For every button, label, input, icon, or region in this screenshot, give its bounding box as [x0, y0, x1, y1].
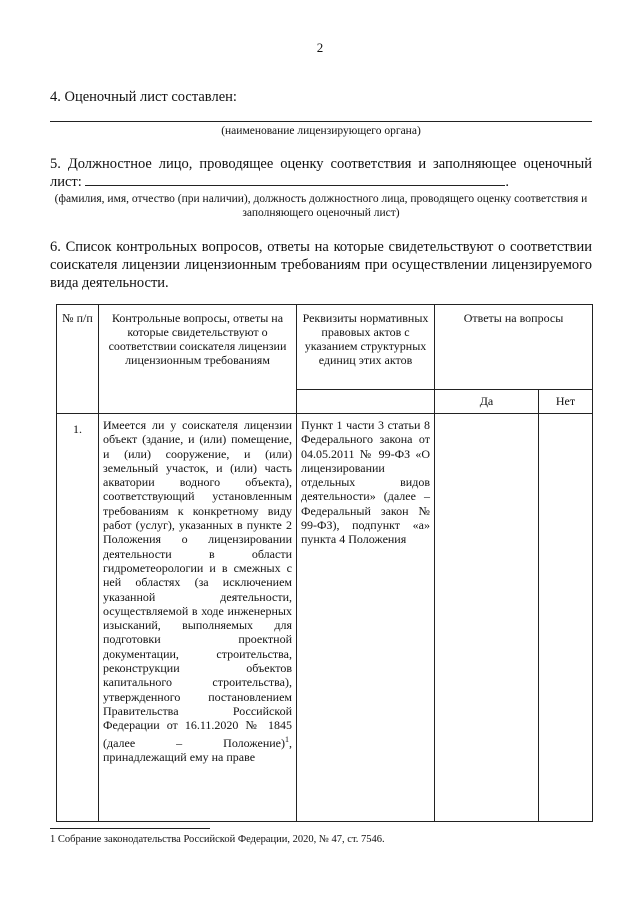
section-5-label	[50, 155, 592, 191]
footnote: 1 Собрание законодательства Российской Федерации, 2020, № 47, ст. 7546.	[50, 834, 385, 845]
header-requisites: Реквизиты нормативных правовых актов с указанием структурных единиц этих актов	[297, 305, 435, 390]
official-name-line	[85, 173, 505, 186]
row-question-text: Имеется ли у соискателя лицензии объект (здание, и (или) помещение, и (или) сооружение, и (или) земельный участок, и (или) часть акватории водного объекта), соответствующий установленным требованиям к конкретному виду работ (услуг), указанных в пункте 2 Положения о лицензировании деятельности в области гидрометеорологии и в смежных с ней областях (за исключением указанной деятельности, осуществляемой в ходе инженерных изысканий, выполняемых для подготовки проектной документации, строительства, реконструкции объектов капитального строительства), утвержденного постановлением Правительства Российской Федерации от 16.11.2020 № 1845 (далее – Положение)	[103, 418, 292, 750]
section-4-label: 4. Оценочный лист составлен:	[50, 89, 237, 105]
row-answer-yes[interactable]	[435, 414, 539, 822]
section-6-text: 6. Список контрольных вопросов, ответы на которые свидетельствуют о соответствии соискателя лицензии лицензионным требованиям при осуществлении лицензируемого вида деятельности.	[50, 239, 592, 291]
footnote-ref: 1	[285, 734, 289, 744]
official-name-caption: (фамилия, имя, отчество (при наличии), должность должностного лица, проводящего оценку соответствия и заполняющего оценочный лист)	[54, 193, 588, 219]
licensing-authority-line	[50, 121, 592, 122]
row-answer-no[interactable]	[539, 414, 593, 822]
row-requisite: Пункт 1 части 3 статьи 8 Федерального закона от 04.05.2011 № 99-ФЗ «О лицензировании отдельных видов деятельности» (далее – Федеральный закон № 99-ФЗ), подпункт «а» пункта 4 Положения	[297, 414, 435, 822]
header-num: № п/п	[57, 305, 99, 414]
licensing-authority-caption: (наименование лицензирующего органа)	[221, 125, 421, 137]
section-5-end: .	[505, 174, 510, 190]
page-number: 2	[316, 40, 324, 55]
row-question-tail: , принадлежащий ему на праве	[103, 735, 292, 764]
header-requisites-blank	[297, 390, 435, 414]
section-5-text: 5. Должностное лицо, проводящее оценку соответствия и заполняющее оценочный лист:	[50, 156, 592, 190]
footnote-separator	[50, 828, 210, 829]
header-answers: Ответы на вопросы	[435, 305, 593, 390]
control-questions-table	[56, 304, 593, 822]
header-questions: Контрольные вопросы, ответы на которые свидетельствуют о соответствии соискателя лицензии лицензионным требованиям	[99, 305, 297, 414]
table-row	[57, 414, 593, 822]
header-no: Нет	[539, 390, 593, 414]
row-question	[99, 414, 297, 822]
header-yes: Да	[435, 390, 539, 414]
row-number: 1.	[57, 414, 99, 822]
